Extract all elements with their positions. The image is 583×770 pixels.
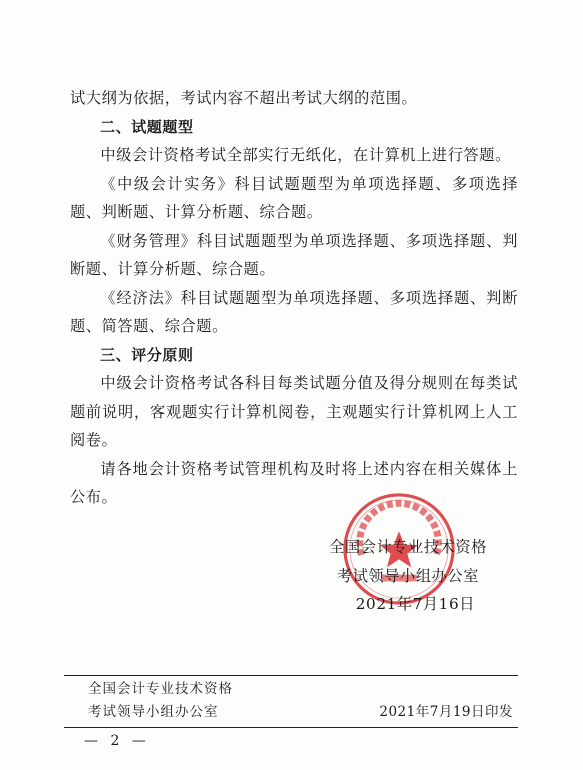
footer-issuer-line1: 全国会计专业技术资格 <box>88 681 233 697</box>
signature-issuer-line2: 考试领导小组办公室 <box>336 566 479 585</box>
signature-issuer-line1: 全国会计专业技术资格 <box>329 538 487 556</box>
footer-top-rule <box>64 675 518 676</box>
paragraph-financial-management-types: 《财务管理》科目试题题型为单项选择题、多项选择题、判断题、计算分析题、综合题。 <box>70 231 518 278</box>
paragraph-publication-request: 请各地会计资格考试管理机构及时将上述内容在相关媒体上公布。 <box>70 459 518 506</box>
page-number: — 2 — <box>84 733 150 749</box>
paragraph-paperless-exam: 中级会计资格考试全部实行无纸化，在计算机上进行答题。 <box>100 146 511 164</box>
footer-bottom-rule <box>64 727 518 728</box>
paragraph-accounting-practice-types: 《中级会计实务》科目试题题型为单项选择题、多项选择题、判断题、计算分析题、综合题。 <box>70 174 518 221</box>
signature-block <box>329 533 487 619</box>
footer-issuer-line2: 考试领导小组办公室 <box>88 704 219 720</box>
footer-issuer <box>88 678 233 724</box>
footer-print-date: 2021年7月19日印发 <box>379 704 513 720</box>
paragraph-intro-continuation: 试大纲为依据，考试内容不超出考试大纲的范围。 <box>70 89 418 107</box>
paragraph-economic-law-types: 《经济法》科目试题题型为单项选择题、多项选择题、判断题、简答题、综合题。 <box>70 288 518 335</box>
document-body <box>70 84 518 512</box>
signature-date: 2021年7月16日 <box>355 595 475 613</box>
section-heading-scoring-principles: 三、评分原则 <box>100 345 194 364</box>
section-heading-question-types: 二、试题题型 <box>100 117 194 136</box>
paragraph-scoring-rules: 中级会计资格考试各科目每类试题分值及得分规则在每类试题前说明，客观题实行计算机阅卷，主观题实行计算机网上人工阅卷。 <box>70 374 518 449</box>
